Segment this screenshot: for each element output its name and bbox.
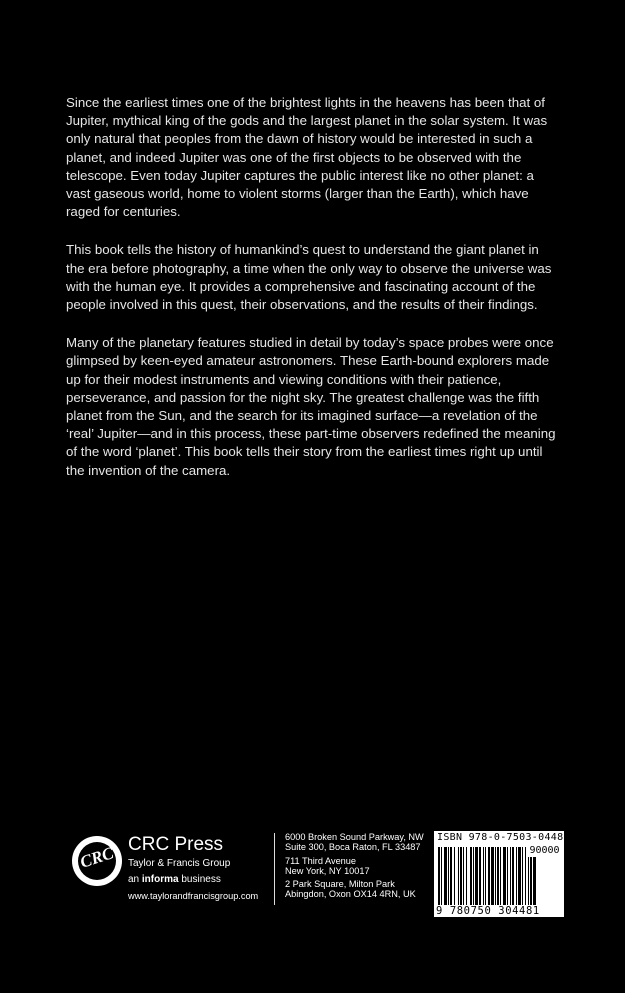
isbn-text: ISBN 978-0-7503-0448-1 bbox=[437, 832, 577, 843]
publisher-footer bbox=[0, 825, 625, 925]
address-abingdon: 2 Park Square, Milton Park Abingdon, Oxon OX14 4RN, UK bbox=[285, 879, 416, 900]
crc-logo bbox=[72, 836, 122, 886]
price-code: 90000 bbox=[527, 845, 562, 857]
crc-logo-text: CRC bbox=[77, 843, 116, 872]
blurb-paragraph-3: Many of the planetary features studied in detail by today’s space probes were once glimpsed by keen-eyed amateur astronomers. These Earth-bound explorers made up for their modest instruments and viewing conditions with their patience, perseverance, and passion for the night sky. The greatest challenge was the fifth planet from the Sun, and the search for its imagined surface—a revelation of the ‘real’ Jupiter—and in this process, these part-time observers redefined the meaning of the word ‘planet’. This book tells their story from the earliest times right up until the invention of the camera. bbox=[66, 335, 556, 478]
isbn-barcode bbox=[434, 831, 577, 917]
blurb-paragraph-2: This book tells the history of humankind’s quest to understand the giant planet in the era before photography, a time when the only way to observe the universe was with the human eye. It provides a comprehensive and fascinating account of the people involved in this quest, their observations, and the results of their findings. bbox=[66, 242, 552, 313]
address-new-york: 711 Third Avenue New York, NY 10017 bbox=[285, 855, 370, 876]
publisher-website: www.taylorandfrancisgroup.com bbox=[128, 891, 259, 901]
publisher-tagline: an informa business bbox=[128, 874, 221, 885]
back-cover-blurb bbox=[66, 94, 558, 500]
ean-digits: 9 780750 304481 bbox=[436, 905, 540, 917]
publisher-name: CRC Press bbox=[128, 834, 224, 855]
publisher-block bbox=[128, 834, 230, 886]
blurb-paragraph-1: Since the earliest times one of the brightest lights in the heavens has been that of Jupiter, mythical king of the gods and the largest planet in the solar system. It was only natural that peoples from the dawn of history would be interested in such a planet, and indeed Jupiter was one of the first objects to be observed with the telescope. Even today Jupiter captures the public interest like no other planet: a vast gaseous world, home to violent storms (larger than the Earth), which have raged for centuries. bbox=[66, 95, 548, 220]
publisher-addresses bbox=[285, 832, 424, 903]
publisher-group: Taylor & Francis Group bbox=[128, 858, 231, 869]
divider bbox=[274, 833, 275, 905]
address-boca-raton: 6000 Broken Sound Parkway, NW Suite 300, Boca Raton, FL 33487 bbox=[285, 832, 424, 853]
